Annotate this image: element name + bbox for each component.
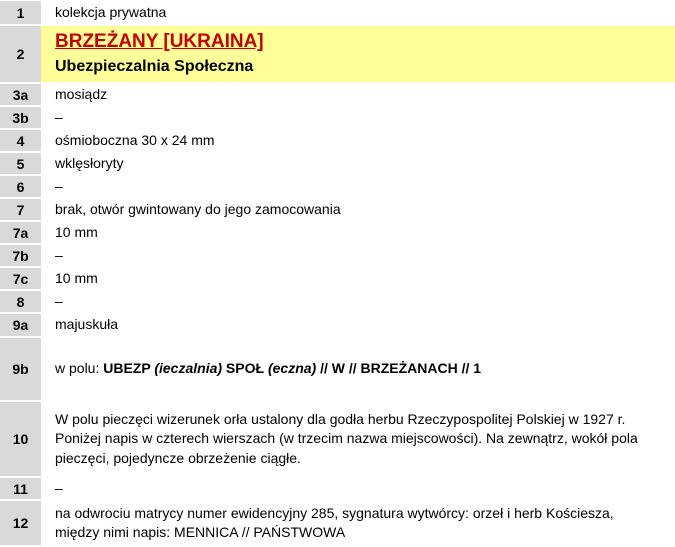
row-value: – [55, 292, 63, 309]
row-value: ośmioboczna 30 x 24 mm [55, 131, 215, 148]
institution-name: Ubezpieczalnia Społeczna [55, 58, 254, 75]
row-number: 7a [0, 222, 41, 243]
row-number: 6 [0, 176, 41, 197]
row-number: 1 [0, 1, 41, 24]
row-9a [0, 314, 675, 336]
row-6 [0, 176, 675, 197]
row-number: 4 [0, 130, 41, 151]
row-number: 11 [0, 478, 41, 499]
row-number: 10 [0, 402, 41, 476]
row-number: 3b [0, 107, 41, 128]
row-number: 12 [0, 501, 41, 545]
row-1 [0, 1, 675, 24]
row-number: 9a [0, 314, 41, 336]
row-value: – [55, 108, 63, 125]
row-number: 5 [0, 153, 41, 174]
row-value: – [55, 177, 63, 194]
row-value: 10 mm [55, 269, 98, 286]
row-10 [0, 402, 675, 476]
inscription: w polu: UBEZP (ieczalnia) SPOŁ (eczna) // W // BRZEŻANACH // 1 [55, 360, 482, 377]
row-number: 2 [0, 26, 41, 82]
row-number: 7c [0, 268, 41, 289]
row-value: kolekcja prywatna [55, 3, 167, 20]
row-number: 3a [0, 84, 41, 105]
row-8 [0, 291, 675, 312]
row-7b [0, 245, 675, 266]
row-4 [0, 130, 675, 151]
row-value: na odwrociu matrycy numer ewidencyjny 285, sygnatura wytwórcy: orzeł i herb Kościesza, między nimi napis: MENNICA // PAŃSTWOWA [55, 504, 614, 540]
row-11 [0, 478, 675, 499]
row-5 [0, 153, 675, 174]
row-value: wklęsłoryty [55, 154, 124, 171]
row-7 [0, 199, 675, 220]
row-number: 7 [0, 199, 41, 220]
row-value: – [55, 479, 63, 496]
row-value: – [55, 246, 63, 263]
place-title-link[interactable]: BRZEŻANY [UKRAINA] [55, 31, 264, 52]
row-7c [0, 268, 675, 289]
row-value: majuskuła [55, 316, 119, 333]
row-value: brak, otwór gwintowany do jego zamocowania [55, 200, 341, 217]
row-number: 8 [0, 291, 41, 312]
row-value: mosiądz [55, 85, 108, 102]
row-value: W polu pieczęci wizerunek orła ustalony dla godła herbu Rzeczypospolitej Polskiej w 1927 r. Poniżej napis w czterech wierszach (w trzecim nazwa miejscowości). Na zewnątrz, wokół pola pieczęci, pojedyncze obrzeżenie ciągłe. [55, 410, 638, 466]
row-value: 10 mm [55, 223, 98, 240]
row-2 [0, 26, 675, 82]
row-7a [0, 222, 675, 243]
row-3b [0, 107, 675, 128]
row-12 [0, 501, 675, 545]
row-3a [0, 84, 675, 105]
row-number: 7b [0, 245, 41, 266]
row-9b [0, 338, 675, 400]
row-number: 9b [0, 338, 41, 400]
